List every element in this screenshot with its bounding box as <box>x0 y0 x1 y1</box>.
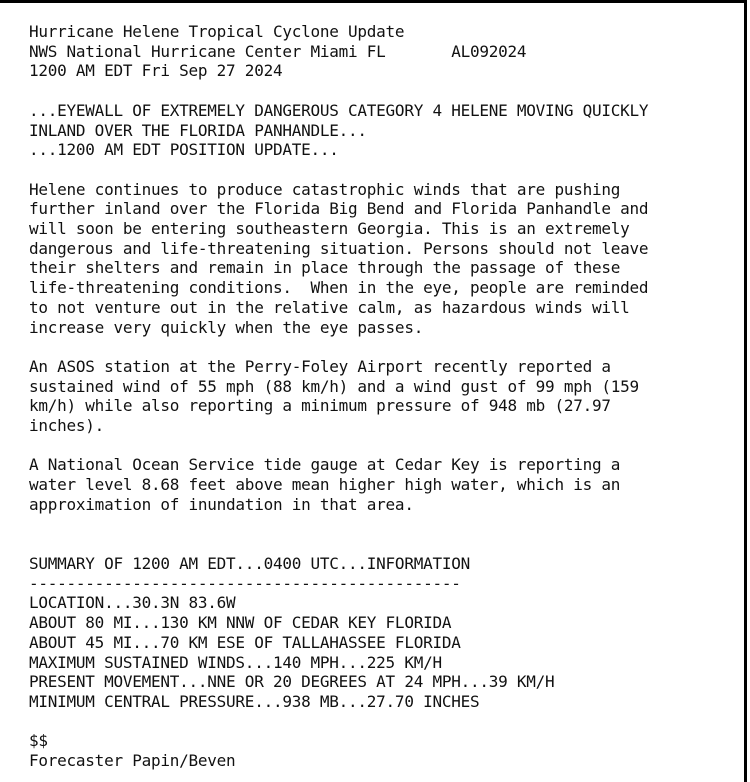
tide-gauge-line: water level 8.68 feet above mean higher high water, which is an <box>29 475 621 495</box>
discussion-line: dangerous and life-threatening situation. Persons should not leave <box>29 238 649 258</box>
discussion-line: further inland over the Florida Big Bend and Florida Panhandle and <box>29 199 649 219</box>
product-title: Hurricane Helene Tropical Cyclone Update <box>29 22 405 41</box>
discussion-line: their shelters and remain in place through the passage of these <box>29 258 621 278</box>
discussion-line: to not venture out in the relative calm, as hazardous winds will <box>29 297 630 317</box>
summary-location: LOCATION...30.3N 83.6W <box>29 593 236 613</box>
advisory-text <box>29 22 648 771</box>
discussion-line: Helene continues to produce catastrophic winds that are pushing <box>29 179 621 199</box>
headline-line-1: ...EYEWALL OF EXTREMELY DANGEROUS CATEGORY 4 HELENE MOVING QUICKLY <box>29 100 649 120</box>
tide-gauge-line: A National Ocean Service tide gauge at Cedar Key is reporting a <box>29 455 621 475</box>
blank-line <box>29 712 648 732</box>
summary-max-winds: MAXIMUM SUSTAINED WINDS...140 MPH...225 KM/H <box>29 652 442 672</box>
summary-movement: PRESENT MOVEMENT...NNE OR 20 DEGREES AT 24 MPH...39 KM/H <box>29 672 555 692</box>
blank-line <box>29 534 648 554</box>
blank-line <box>29 436 648 456</box>
asos-report-line: km/h) while also reporting a minimum pressure of 948 mb (27.97 <box>29 396 611 416</box>
tide-gauge-line: approximation of inundation in that area. <box>29 494 414 514</box>
product-terminator: $$ <box>29 731 48 751</box>
asos-report-line: sustained wind of 55 mph (88 km/h) and a wind gust of 99 mph (159 <box>29 376 639 396</box>
summary-distance-cedar-key: ABOUT 80 MI...130 KM NNW OF CEDAR KEY FLORIDA <box>29 613 452 633</box>
issuing-office: NWS National Hurricane Center Miami FL <box>29 41 386 61</box>
summary-pressure: MINIMUM CENTRAL PRESSURE...938 MB...27.70 INCHES <box>29 691 480 711</box>
headline-line-2: INLAND OVER THE FLORIDA PANHANDLE... <box>29 120 367 140</box>
discussion-line: life-threatening conditions. When in the eye, people are reminded <box>29 278 649 298</box>
storm-id: AL092024 <box>451 41 527 61</box>
asos-report-line: An ASOS station at the Perry-Foley Airport recently reported a <box>29 356 611 376</box>
discussion-line: increase very quickly when the eye passes. <box>29 317 424 337</box>
blank-line <box>29 337 648 357</box>
issuing-office-line <box>29 42 648 62</box>
issue-time: 1200 AM EDT Fri Sep 27 2024 <box>29 61 283 81</box>
asos-report-line: inches). <box>29 416 105 436</box>
summary-distance-tallahassee: ABOUT 45 MI...70 KM ESE OF TALLAHASSEE FLORIDA <box>29 632 461 652</box>
forecaster-signature: Forecaster Papin/Beven <box>29 751 236 771</box>
blank-line <box>29 81 648 101</box>
summary-rule: ---------------------------------------------- <box>29 573 461 593</box>
blank-line <box>29 515 648 535</box>
blank-line <box>29 160 648 180</box>
headline-line-3: ...1200 AM EDT POSITION UPDATE... <box>29 140 339 160</box>
discussion-line: will soon be entering southeastern Georgia. This is an extremely <box>29 219 630 239</box>
summary-header: SUMMARY OF 1200 AM EDT...0400 UTC...INFORMATION <box>29 553 470 573</box>
